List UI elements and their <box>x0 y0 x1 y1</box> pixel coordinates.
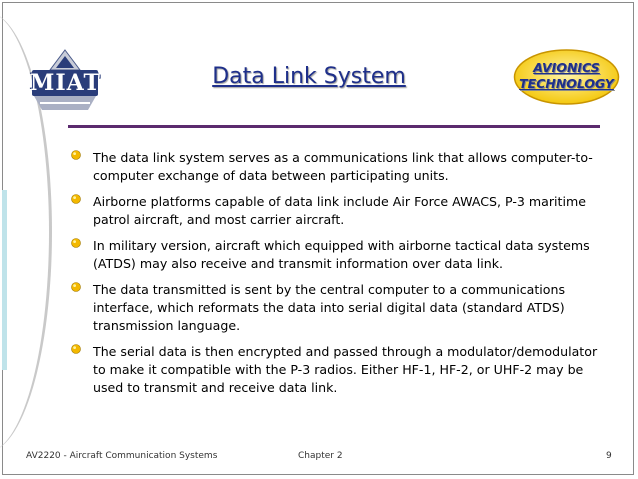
bullet-icon <box>70 235 82 249</box>
footer-course: AV2220 - Aircraft Communication Systems <box>26 451 218 461</box>
miat-logo <box>30 48 100 112</box>
logo-text: MIAT <box>30 70 101 96</box>
footer-page-number: 9 <box>606 451 612 461</box>
badge-line-1: AVIONICS <box>533 60 600 75</box>
avionics-badge <box>513 48 620 106</box>
bullet-icon <box>70 191 82 205</box>
badge-text <box>513 60 620 92</box>
bullet-item <box>68 237 608 273</box>
bullet-item <box>68 343 608 397</box>
bullet-list <box>68 149 608 405</box>
bullet-text: Airborne platforms capable of data link include Air Force AWACS, P-3 maritime patrol aircraft, and most carrier aircraft. <box>93 194 587 227</box>
bullet-text: The serial data is then encrypted and passed through a modulator/demodulator to make it compatible with the P-3 radios. Either HF-1, HF-2, or UHF-2 may be used to transmit and receive data link. <box>93 344 598 395</box>
decorative-band <box>2 190 7 370</box>
bullet-icon <box>70 279 82 293</box>
footer-chapter: Chapter 2 <box>298 451 343 461</box>
bullet-item <box>68 281 608 335</box>
slide-title: Data Link System <box>212 64 406 89</box>
bullet-item <box>68 149 608 185</box>
bullet-text: The data transmitted is sent by the central computer to a communications interface, which reformats the data into serial digital data (standard ATDS) transmission language. <box>93 282 566 333</box>
bullet-item <box>68 193 608 229</box>
badge-line-2: TECHNOLOGY <box>519 76 614 91</box>
bullet-icon <box>70 341 82 355</box>
bullet-text: The data link system serves as a communications link that allows computer-to-computer exchange of data between participating units. <box>93 150 593 183</box>
bullet-icon <box>70 147 82 161</box>
bullet-text: In military version, aircraft which equipped with airborne tactical data systems (ATDS) may also receive and transmit information over data link. <box>93 238 590 271</box>
title-divider <box>68 125 600 128</box>
